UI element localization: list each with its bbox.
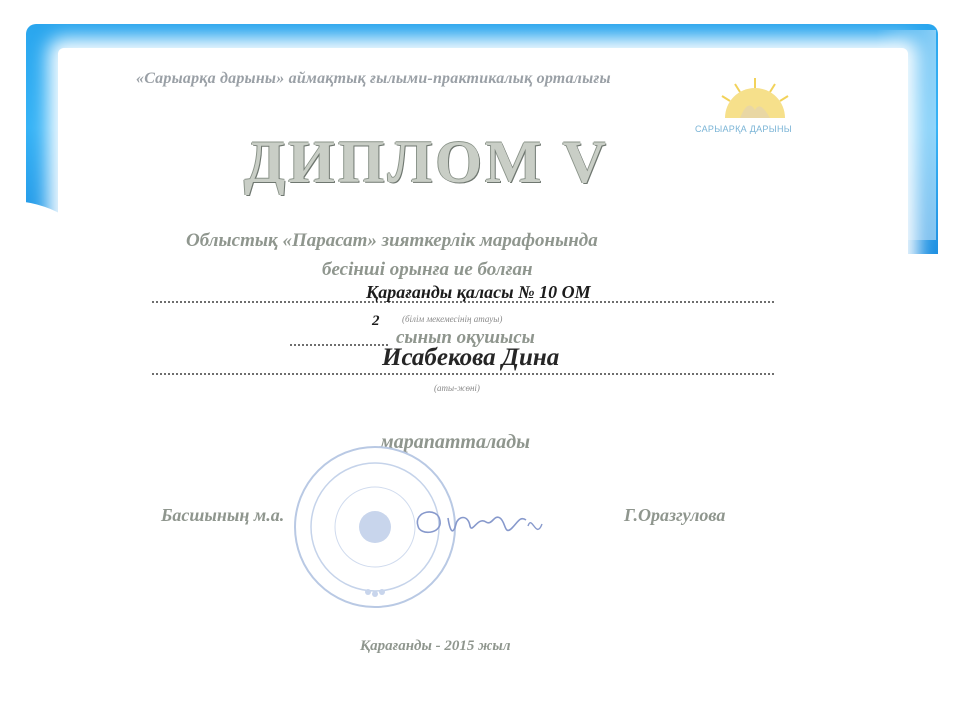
name-dotted-line — [152, 373, 774, 375]
signature — [408, 496, 558, 546]
student-name: Исабекова Дина — [382, 344, 560, 371]
logo-caption: САРЫАРҚА ДАРЫНЫ — [695, 124, 793, 134]
head-name: Г.Оразгулова — [624, 505, 726, 525]
school-caption: (білім мекемесінің атауы) — [402, 314, 503, 324]
city-year: Қарағанды - 2015 жыл — [360, 638, 511, 654]
head-title: Басшының м.а. — [161, 505, 285, 525]
grade-number: 2 — [372, 313, 380, 329]
awarded-label: марапатталады — [380, 431, 530, 453]
school-name: Қарағанды қаласы № 10 ОМ — [366, 282, 591, 302]
grade-dotted-line — [290, 344, 388, 346]
award-line-2: бесінші орынға ие болған — [322, 259, 533, 280]
award-line-1: Облыстық «Парасат» зияткерлік марафонында — [186, 230, 598, 251]
class-student-label: сынып оқушысы — [396, 327, 535, 348]
name-caption: (аты-жөні) — [434, 383, 480, 393]
diploma-title: ДИПЛОМ V — [244, 129, 609, 195]
organization-name: «Сарыарқа дарыны» аймақтық ғылыми-практикалық орталығы — [136, 70, 611, 87]
